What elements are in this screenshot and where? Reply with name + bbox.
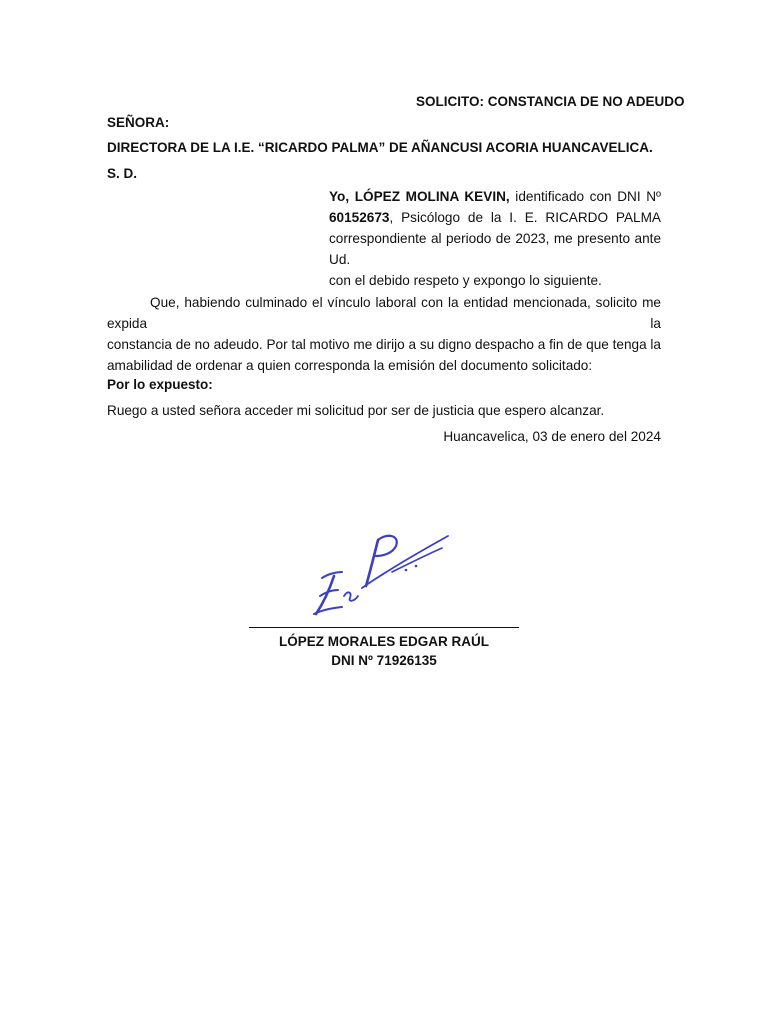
ruego-line: Ruego a usted señora acceder mi solicitud por ser de justicia que espero alcanzar. xyxy=(107,403,605,418)
expuesto-heading: Por lo expuesto: xyxy=(107,377,213,392)
intro-line-2 xyxy=(329,207,661,228)
addressee-line: DIRECTORA DE LA I.E. “RICARDO PALMA” DE AÑANCUSI ACORIA HUANCAVELICA. xyxy=(107,140,653,155)
signature-line xyxy=(249,627,519,628)
intro-line-1 xyxy=(329,186,661,207)
signer-dni: DNI Nº 71926135 xyxy=(331,653,437,668)
intro-dni: 60152673 xyxy=(329,210,390,225)
intro-line-1-rest: identificado con DNI Nº xyxy=(509,189,661,204)
addressee-title: SEÑORA: xyxy=(107,115,170,130)
handwritten-signature xyxy=(292,510,452,625)
signer-name: LÓPEZ MORALES EDGAR RAÚL xyxy=(278,634,489,649)
body-line-3: amabilidad de ordenar a quien corresponda la emisión del documento solicitado: xyxy=(107,358,593,373)
intro-name: Yo, LÓPEZ MOLINA KEVIN, xyxy=(329,189,510,204)
place-date: Huancavelica, 03 de enero del 2024 xyxy=(443,429,661,444)
subject-line: SOLICITO: CONSTANCIA DE NO ADEUDO xyxy=(416,94,685,109)
intro-line-4: con el debido respeto y expongo lo siguiente. xyxy=(329,273,602,288)
body-line-1: Que, habiendo culminado el vínculo laboral con la entidad mencionada, solicito me expida la xyxy=(107,295,661,331)
intro-paragraph xyxy=(329,186,661,291)
sd-line: S. D. xyxy=(107,166,138,181)
body-line-2: constancia de no adeudo. Por tal motivo me dirijo a su digno despacho a fin de que tenga la xyxy=(107,337,661,352)
intro-line-2-rest: , Psicólogo de la I. E. RICARDO PALMA xyxy=(389,210,661,225)
body-paragraph xyxy=(107,292,661,376)
intro-line-3: correspondiente al periodo de 2023, me presento ante Ud. xyxy=(329,231,661,267)
